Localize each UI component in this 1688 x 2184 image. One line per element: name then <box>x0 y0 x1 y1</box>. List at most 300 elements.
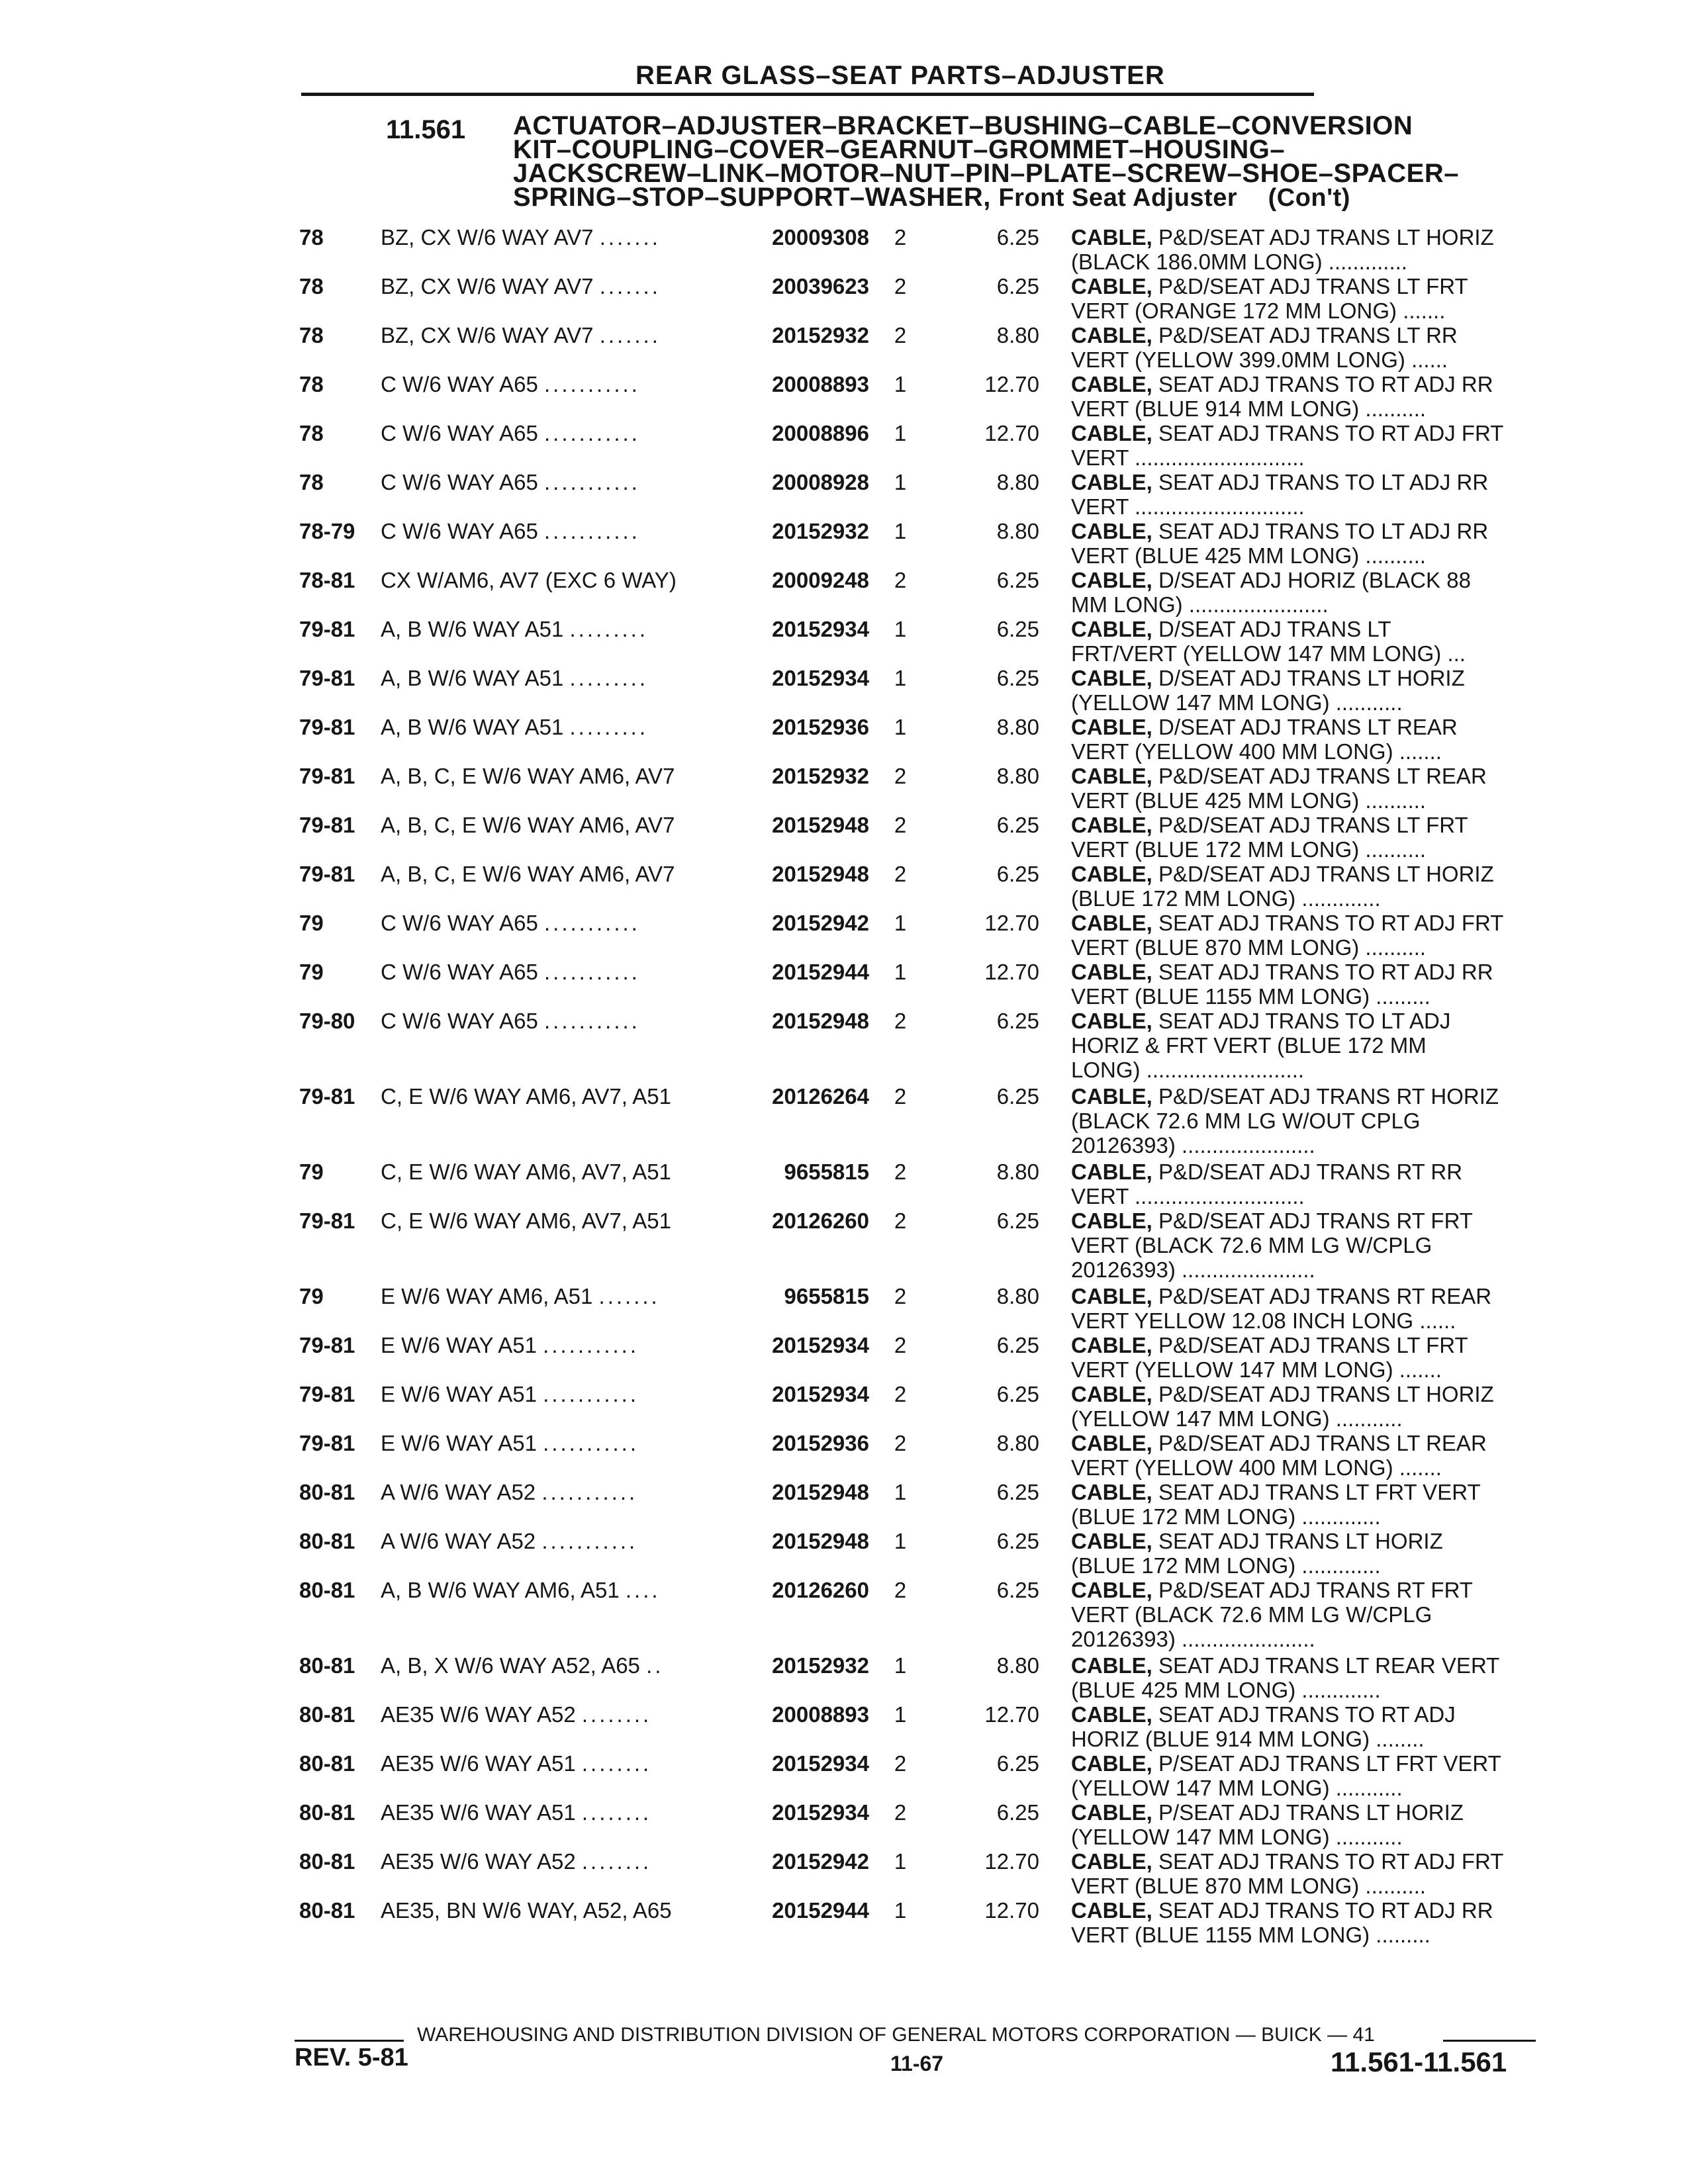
row-year: 79-81 <box>299 862 355 886</box>
row-part-number: 20152948 <box>772 1009 869 1033</box>
row-application <box>381 1431 738 1455</box>
row-quantity: 2 <box>894 225 907 250</box>
row-description-text: P&D/SEAT ADJ TRANS LT FRT VERT (ORANGE 172 MM LONG) ....... <box>1071 274 1468 323</box>
row-application <box>381 372 738 396</box>
row-application-text: A, B, X W/6 WAY A52, A65 <box>381 1653 640 1678</box>
row-quantity: 1 <box>894 421 907 445</box>
row-application <box>381 1333 738 1357</box>
row-price: 8.80 <box>996 1160 1039 1184</box>
row-price: 8.80 <box>996 1284 1039 1308</box>
row-description-text: P&D/SEAT ADJ TRANS LT HORIZ (YELLOW 147 MM LONG) ........... <box>1071 1382 1494 1431</box>
row-price: 8.80 <box>996 715 1039 739</box>
row-price: 6.25 <box>996 1333 1039 1357</box>
row-description <box>1071 421 1548 470</box>
row-part-number: 20152934 <box>772 617 869 641</box>
row-price: 8.80 <box>996 470 1039 494</box>
row-price: 8.80 <box>996 764 1039 788</box>
row-quantity: 2 <box>894 1333 907 1357</box>
row-leader-dots: ........... <box>541 1480 638 1504</box>
row-description <box>1071 225 1548 274</box>
row-application <box>381 225 738 250</box>
row-description-keyword: CABLE, <box>1071 1578 1152 1602</box>
row-application <box>381 1751 738 1776</box>
row-description-keyword: CABLE, <box>1071 568 1152 592</box>
row-quantity: 1 <box>894 1529 907 1553</box>
row-description-text: P&D/SEAT ADJ TRANS LT HORIZ (BLACK 186.0MM LONG) ............. <box>1071 225 1494 274</box>
row-description-keyword: CABLE, <box>1071 519 1152 543</box>
row-price: 12.70 <box>984 1849 1039 1874</box>
row-year: 79-81 <box>299 617 355 641</box>
row-description-keyword: CABLE, <box>1071 862 1152 886</box>
row-application <box>381 1208 738 1233</box>
row-year: 79 <box>299 911 324 935</box>
row-leader-dots: ........... <box>543 960 640 984</box>
row-leader-dots: ........... <box>543 372 640 396</box>
row-description <box>1071 960 1548 1009</box>
row-price: 6.25 <box>996 1084 1039 1109</box>
row-description-text: P&D/SEAT ADJ TRANS LT FRT VERT (BLUE 172 MM LONG) .......... <box>1071 813 1468 862</box>
row-year: 78 <box>299 225 324 250</box>
row-part-number: 20152936 <box>772 715 869 739</box>
row-description-keyword: CABLE, <box>1071 1009 1152 1033</box>
row-part-number: 20152934 <box>772 1382 869 1406</box>
row-application-text: AE35 W/6 WAY A51 <box>381 1751 576 1776</box>
row-description-text: P&D/SEAT ADJ TRANS LT FRT VERT (YELLOW 147 MM LONG) ....... <box>1071 1333 1468 1382</box>
row-application-text: BZ, CX W/6 WAY AV7 <box>381 323 594 347</box>
row-quantity: 2 <box>894 813 907 837</box>
row-part-number: 20126264 <box>772 1084 869 1109</box>
row-quantity: 1 <box>894 960 907 984</box>
row-quantity: 2 <box>894 862 907 886</box>
row-description-text: SEAT ADJ TRANS TO LT ADJ RR VERT ............................ <box>1071 470 1489 519</box>
row-part-number: 20152932 <box>772 519 869 543</box>
row-application <box>381 617 738 641</box>
row-quantity: 2 <box>894 1084 907 1109</box>
row-description-keyword: CABLE, <box>1071 1480 1152 1504</box>
row-leader-dots: ....... <box>598 1284 660 1308</box>
row-application <box>381 764 738 788</box>
row-quantity: 2 <box>894 323 907 347</box>
row-price: 8.80 <box>996 519 1039 543</box>
row-description <box>1071 1382 1548 1431</box>
row-part-number: 20152932 <box>772 764 869 788</box>
row-price: 12.70 <box>984 960 1039 984</box>
row-part-number: 20152944 <box>772 1898 869 1923</box>
row-description-keyword: CABLE, <box>1071 764 1152 788</box>
row-part-number: 20152948 <box>772 1529 869 1553</box>
row-application <box>381 1653 738 1678</box>
row-price: 8.80 <box>996 323 1039 347</box>
row-part-number: 20152934 <box>772 1751 869 1776</box>
row-part-number: 20008928 <box>772 470 869 494</box>
row-price: 6.25 <box>996 1382 1039 1406</box>
row-application-text: C, E W/6 WAY AM6, AV7, A51 <box>381 1208 671 1233</box>
row-application <box>381 715 738 739</box>
row-quantity: 1 <box>894 666 907 690</box>
row-application <box>381 960 738 984</box>
row-application-text: A, B W/6 WAY A51 <box>381 617 564 641</box>
row-description <box>1071 1529 1548 1578</box>
row-part-number: 20039623 <box>772 274 869 298</box>
row-part-number: 20152948 <box>772 813 869 837</box>
row-description-text: D/SEAT ADJ TRANS LT FRT/VERT (YELLOW 147 MM LONG) ... <box>1071 617 1466 666</box>
row-application <box>381 1800 738 1825</box>
row-application-text: E W/6 WAY A51 <box>381 1382 537 1406</box>
row-quantity: 1 <box>894 372 907 396</box>
row-application-text: BZ, CX W/6 WAY AV7 <box>381 274 594 298</box>
row-description-text: P/SEAT ADJ TRANS LT FRT VERT (YELLOW 147 MM LONG) ........... <box>1071 1751 1501 1800</box>
row-price: 12.70 <box>984 421 1039 445</box>
section-title-line: JACKSCREW–LINK–MOTOR–NUT–PIN–PLATE–SCREW–SHOE–SPACER– <box>513 159 1459 188</box>
row-part-number: 20152934 <box>772 666 869 690</box>
row-description-keyword: CABLE, <box>1071 960 1152 984</box>
row-description-keyword: CABLE, <box>1071 323 1152 347</box>
row-year: 79-81 <box>299 1333 355 1357</box>
row-quantity: 1 <box>894 1653 907 1678</box>
row-description-text: SEAT ADJ TRANS TO RT ADJ RR VERT (BLUE 1155 MM LONG) ......... <box>1071 960 1493 1009</box>
row-year: 80-81 <box>299 1751 355 1776</box>
row-year: 78 <box>299 421 324 445</box>
row-description-text: P&D/SEAT ADJ TRANS LT RR VERT (YELLOW 399.0MM LONG) ...... <box>1071 323 1458 372</box>
row-description <box>1071 1653 1548 1702</box>
row-part-number: 20009248 <box>772 568 869 592</box>
row-description-keyword: CABLE, <box>1071 372 1152 396</box>
row-application-text: E W/6 WAY A51 <box>381 1333 537 1357</box>
row-description-text: P&D/SEAT ADJ TRANS LT REAR VERT (YELLOW 400 MM LONG) ....... <box>1071 1431 1487 1480</box>
row-description-keyword: CABLE, <box>1071 1529 1152 1553</box>
row-year: 79-81 <box>299 1382 355 1406</box>
section-number: 11.561 <box>386 115 466 144</box>
row-description-keyword: CABLE, <box>1071 666 1152 690</box>
row-application-text: E W/6 WAY AM6, A51 <box>381 1284 593 1308</box>
row-application <box>381 813 738 837</box>
row-year: 80-81 <box>299 1529 355 1553</box>
row-quantity: 2 <box>894 1751 907 1776</box>
row-application-text: C W/6 WAY A65 <box>381 421 538 445</box>
row-description-keyword: CABLE, <box>1071 1653 1152 1678</box>
row-application <box>381 1382 738 1406</box>
row-leader-dots: ........... <box>543 1009 640 1033</box>
row-quantity: 1 <box>894 519 907 543</box>
row-description-keyword: CABLE, <box>1071 1751 1152 1776</box>
row-price: 6.25 <box>996 1208 1039 1233</box>
section-title <box>513 111 1539 212</box>
row-year: 78 <box>299 274 324 298</box>
footer-page-number: 11-67 <box>890 2052 944 2075</box>
row-description-text: SEAT ADJ TRANS TO LT ADJ RR VERT (BLUE 425 MM LONG) .......... <box>1071 519 1489 568</box>
row-description <box>1071 1702 1548 1751</box>
row-description <box>1071 911 1548 960</box>
header-rule <box>301 93 1314 96</box>
row-description-text: P/SEAT ADJ TRANS LT HORIZ (YELLOW 147 MM LONG) ........... <box>1071 1800 1464 1849</box>
row-application <box>381 519 738 543</box>
row-application-text: AE35, BN W/6 WAY, A52, A65 <box>381 1898 672 1923</box>
row-leader-dots: ........... <box>543 911 640 935</box>
row-description-text: P&D/SEAT ADJ TRANS LT REAR VERT (BLUE 425 MM LONG) .......... <box>1071 764 1487 813</box>
row-year: 79-81 <box>299 764 355 788</box>
row-description <box>1071 764 1548 813</box>
footer-rule-right <box>1443 2040 1536 2042</box>
row-leader-dots: ....... <box>599 274 661 298</box>
row-description-keyword: CABLE, <box>1071 274 1152 298</box>
row-part-number: 20008893 <box>772 1702 869 1727</box>
section-title-line: KIT–COUPLING–COVER–GEARNUT–GROMMET–HOUSING– <box>513 135 1286 164</box>
row-leader-dots: ......... <box>569 617 649 641</box>
row-description <box>1071 568 1548 617</box>
row-quantity: 2 <box>894 1431 907 1455</box>
row-description <box>1071 862 1548 911</box>
row-quantity: 1 <box>894 1480 907 1504</box>
row-description-keyword: CABLE, <box>1071 1431 1152 1455</box>
row-description <box>1071 470 1548 519</box>
row-leader-dots: ........ <box>581 1751 652 1776</box>
row-quantity: 2 <box>894 568 907 592</box>
section-title-line <box>513 185 1539 210</box>
row-application-text: A, B, C, E W/6 WAY AM6, AV7 <box>381 862 675 886</box>
row-description <box>1071 1009 1548 1082</box>
row-leader-dots: ........ <box>581 1800 652 1825</box>
row-part-number: 20009308 <box>772 225 869 250</box>
row-quantity: 2 <box>894 764 907 788</box>
row-description <box>1071 1800 1548 1849</box>
row-description <box>1071 1284 1548 1333</box>
row-application-text: A, B W/6 WAY AM6, A51 <box>381 1578 620 1602</box>
row-year: 79-81 <box>299 1084 355 1109</box>
row-description-keyword: CABLE, <box>1071 911 1152 935</box>
row-application-text: A, B W/6 WAY A51 <box>381 715 564 739</box>
row-year: 78 <box>299 372 324 396</box>
row-description <box>1071 666 1548 715</box>
row-application-text: C W/6 WAY A65 <box>381 1009 538 1033</box>
row-application-text: AE35 W/6 WAY A51 <box>381 1800 576 1825</box>
row-quantity: 1 <box>894 1849 907 1874</box>
row-year: 79 <box>299 960 324 984</box>
row-application <box>381 421 738 445</box>
row-description-text: SEAT ADJ TRANS TO RT ADJ RR VERT (BLUE 914 MM LONG) .......... <box>1071 372 1493 421</box>
row-year: 78 <box>299 470 324 494</box>
row-quantity: 2 <box>894 274 907 298</box>
row-price: 6.25 <box>996 1578 1039 1602</box>
row-description <box>1071 1431 1548 1480</box>
row-application-text: A, B W/6 WAY A51 <box>381 666 564 690</box>
row-price: 12.70 <box>984 1898 1039 1923</box>
row-quantity: 1 <box>894 1898 907 1923</box>
row-quantity: 2 <box>894 1160 907 1184</box>
row-leader-dots: ........... <box>543 1431 639 1455</box>
row-description-text: SEAT ADJ TRANS TO RT ADJ FRT VERT (BLUE 870 MM LONG) .......... <box>1071 911 1504 960</box>
row-part-number: 9655815 <box>784 1284 869 1308</box>
row-description-text: D/SEAT ADJ TRANS LT HORIZ (YELLOW 147 MM LONG) ........... <box>1071 666 1465 715</box>
row-quantity: 1 <box>894 911 907 935</box>
row-description <box>1071 813 1548 862</box>
row-part-number: 9655815 <box>784 1160 869 1184</box>
row-description-text: SEAT ADJ TRANS TO LT ADJ HORIZ & FRT VERT (BLUE 172 MM LONG) .......................... <box>1071 1009 1451 1082</box>
row-description-keyword: CABLE, <box>1071 1084 1152 1109</box>
row-leader-dots: ......... <box>569 715 649 739</box>
row-leader-dots: ........... <box>543 1382 639 1406</box>
row-year: 78 <box>299 323 324 347</box>
row-description-text: D/SEAT ADJ TRANS LT REAR VERT (YELLOW 400 MM LONG) ....... <box>1071 715 1458 764</box>
row-price: 6.25 <box>996 1009 1039 1033</box>
row-quantity: 1 <box>894 470 907 494</box>
row-application-text: A, B, C, E W/6 WAY AM6, AV7 <box>381 764 675 788</box>
row-application <box>381 1084 738 1109</box>
row-description-text: P&D/SEAT ADJ TRANS RT RR VERT ............................ <box>1071 1160 1463 1208</box>
row-application-text: A W/6 WAY A52 <box>381 1529 536 1553</box>
row-application-text: C W/6 WAY A65 <box>381 470 538 494</box>
row-year: 79-81 <box>299 1431 355 1455</box>
row-description-keyword: CABLE, <box>1071 1898 1152 1923</box>
section-title-main: SPRING–STOP–SUPPORT–WASHER, <box>513 183 991 212</box>
row-description-keyword: CABLE, <box>1071 1702 1152 1727</box>
row-application-text: A, B, C, E W/6 WAY AM6, AV7 <box>381 813 675 837</box>
row-quantity: 1 <box>894 617 907 641</box>
row-description <box>1071 1084 1548 1158</box>
row-price: 6.25 <box>996 862 1039 886</box>
row-application-text: AE35 W/6 WAY A52 <box>381 1849 576 1874</box>
row-price: 6.25 <box>996 813 1039 837</box>
row-year: 80-81 <box>299 1849 355 1874</box>
row-price: 6.25 <box>996 617 1039 641</box>
row-price: 12.70 <box>984 1702 1039 1727</box>
row-description-text: SEAT ADJ TRANS LT REAR VERT (BLUE 425 MM LONG) ............. <box>1071 1653 1500 1702</box>
row-application <box>381 862 738 886</box>
row-application <box>381 1529 738 1553</box>
row-application-text: C, E W/6 WAY AM6, AV7, A51 <box>381 1160 671 1184</box>
row-year: 80-81 <box>299 1898 355 1923</box>
row-year: 79-81 <box>299 715 355 739</box>
row-part-number: 20152948 <box>772 862 869 886</box>
row-description-text: P&D/SEAT ADJ TRANS RT FRT VERT (BLACK 72.6 MM LG W/CPLG 20126393) ...................... <box>1071 1208 1473 1282</box>
row-application <box>381 470 738 494</box>
row-description-keyword: CABLE, <box>1071 1284 1152 1308</box>
row-part-number: 20152936 <box>772 1431 869 1455</box>
row-leader-dots: ........ <box>581 1849 652 1874</box>
row-description <box>1071 1751 1548 1800</box>
row-application-text: C W/6 WAY A65 <box>381 960 538 984</box>
footer-revision: REV. 5-81 <box>295 2044 408 2071</box>
row-application-text: C W/6 WAY A65 <box>381 519 538 543</box>
row-year: 79 <box>299 1284 324 1308</box>
row-description <box>1071 274 1548 323</box>
row-description <box>1071 1333 1548 1382</box>
row-description <box>1071 519 1548 568</box>
row-year: 79-81 <box>299 666 355 690</box>
row-leader-dots: ........... <box>543 470 640 494</box>
row-application-text: C W/6 WAY A65 <box>381 372 538 396</box>
row-year: 79-81 <box>299 813 355 837</box>
row-quantity: 2 <box>894 1009 907 1033</box>
row-description <box>1071 1898 1548 1947</box>
footer-division-line: WAREHOUSING AND DISTRIBUTION DIVISION OF GENERAL MOTORS CORPORATION — BUICK — 41 <box>417 2024 1375 2046</box>
row-description <box>1071 1208 1548 1282</box>
row-application-text: C, E W/6 WAY AM6, AV7, A51 <box>381 1084 671 1109</box>
row-application-text: E W/6 WAY A51 <box>381 1431 537 1455</box>
row-application <box>381 911 738 935</box>
row-leader-dots: .... <box>625 1578 661 1602</box>
row-leader-dots: ....... <box>599 323 661 347</box>
row-description-text: SEAT ADJ TRANS TO RT ADJ HORIZ (BLUE 914 MM LONG) ........ <box>1071 1702 1456 1751</box>
row-application <box>381 1898 738 1923</box>
row-part-number: 20152942 <box>772 1849 869 1874</box>
row-description-text: P&D/SEAT ADJ TRANS RT REAR VERT YELLOW 12.08 INCH LONG ...... <box>1071 1284 1492 1333</box>
row-description-text: P&D/SEAT ADJ TRANS RT FRT VERT (BLACK 72.6 MM LG W/CPLG 20126393) ...................... <box>1071 1578 1473 1651</box>
row-description <box>1071 1578 1548 1651</box>
row-description-keyword: CABLE, <box>1071 421 1152 445</box>
row-price: 6.25 <box>996 568 1039 592</box>
row-year: 80-81 <box>299 1800 355 1825</box>
row-description-text: SEAT ADJ TRANS TO RT ADJ FRT VERT ............................ <box>1071 421 1504 470</box>
row-leader-dots: ........... <box>543 1333 639 1357</box>
row-description <box>1071 617 1548 666</box>
row-application-text: BZ, CX W/6 WAY AV7 <box>381 225 594 250</box>
row-description-keyword: CABLE, <box>1071 1382 1152 1406</box>
row-leader-dots: ........... <box>543 421 640 445</box>
row-year: 80-81 <box>299 1480 355 1504</box>
row-part-number: 20152934 <box>772 1333 869 1357</box>
row-description-keyword: CABLE, <box>1071 1333 1152 1357</box>
row-description <box>1071 715 1548 764</box>
row-part-number: 20152932 <box>772 323 869 347</box>
row-application <box>381 1009 738 1033</box>
row-quantity: 2 <box>894 1578 907 1602</box>
section-title-continued: (Con't) <box>1268 184 1350 212</box>
row-year: 80-81 <box>299 1578 355 1602</box>
row-description <box>1071 1160 1548 1208</box>
row-year: 78-79 <box>299 519 355 543</box>
row-price: 6.25 <box>996 1529 1039 1553</box>
row-application <box>381 1849 738 1874</box>
row-part-number: 20152944 <box>772 960 869 984</box>
row-application <box>381 568 738 592</box>
row-leader-dots: .. <box>646 1653 664 1678</box>
row-year: 78-81 <box>299 568 355 592</box>
row-application-text: AE35 W/6 WAY A52 <box>381 1702 576 1727</box>
row-year: 79-81 <box>299 1208 355 1233</box>
row-leader-dots: ....... <box>599 225 661 250</box>
row-application-text: C W/6 WAY A65 <box>381 911 538 935</box>
row-leader-dots: ......... <box>569 666 649 690</box>
row-description <box>1071 372 1548 421</box>
row-price: 8.80 <box>996 1653 1039 1678</box>
row-description-text: D/SEAT ADJ HORIZ (BLACK 88 MM LONG) ....................... <box>1071 568 1471 617</box>
page-header-title: REAR GLASS–SEAT PARTS–ADJUSTER <box>635 61 1165 90</box>
row-application <box>381 1578 738 1602</box>
row-description <box>1071 1849 1548 1898</box>
row-quantity: 2 <box>894 1284 907 1308</box>
row-quantity: 1 <box>894 715 907 739</box>
row-application <box>381 1160 738 1184</box>
row-application-text: A W/6 WAY A52 <box>381 1480 536 1504</box>
row-quantity: 2 <box>894 1382 907 1406</box>
row-part-number: 20152932 <box>772 1653 869 1678</box>
row-description-keyword: CABLE, <box>1071 470 1152 494</box>
row-application <box>381 666 738 690</box>
section-title-line: ACTUATOR–ADJUSTER–BRACKET–BUSHING–CABLE–CONVERSION <box>513 111 1413 140</box>
row-price: 6.25 <box>996 274 1039 298</box>
footer-rule-left <box>295 2040 404 2042</box>
row-price: 8.80 <box>996 1431 1039 1455</box>
row-description-text: SEAT ADJ TRANS LT HORIZ (BLUE 172 MM LONG) ............. <box>1071 1529 1443 1578</box>
row-description-keyword: CABLE, <box>1071 1800 1152 1825</box>
row-part-number: 20008893 <box>772 372 869 396</box>
row-part-number: 20126260 <box>772 1578 869 1602</box>
row-part-number: 20152942 <box>772 911 869 935</box>
row-description <box>1071 1480 1548 1529</box>
row-price: 6.25 <box>996 1480 1039 1504</box>
row-description-text: SEAT ADJ TRANS TO RT ADJ FRT VERT (BLUE 870 MM LONG) .......... <box>1071 1849 1504 1898</box>
row-leader-dots: ........... <box>543 519 640 543</box>
